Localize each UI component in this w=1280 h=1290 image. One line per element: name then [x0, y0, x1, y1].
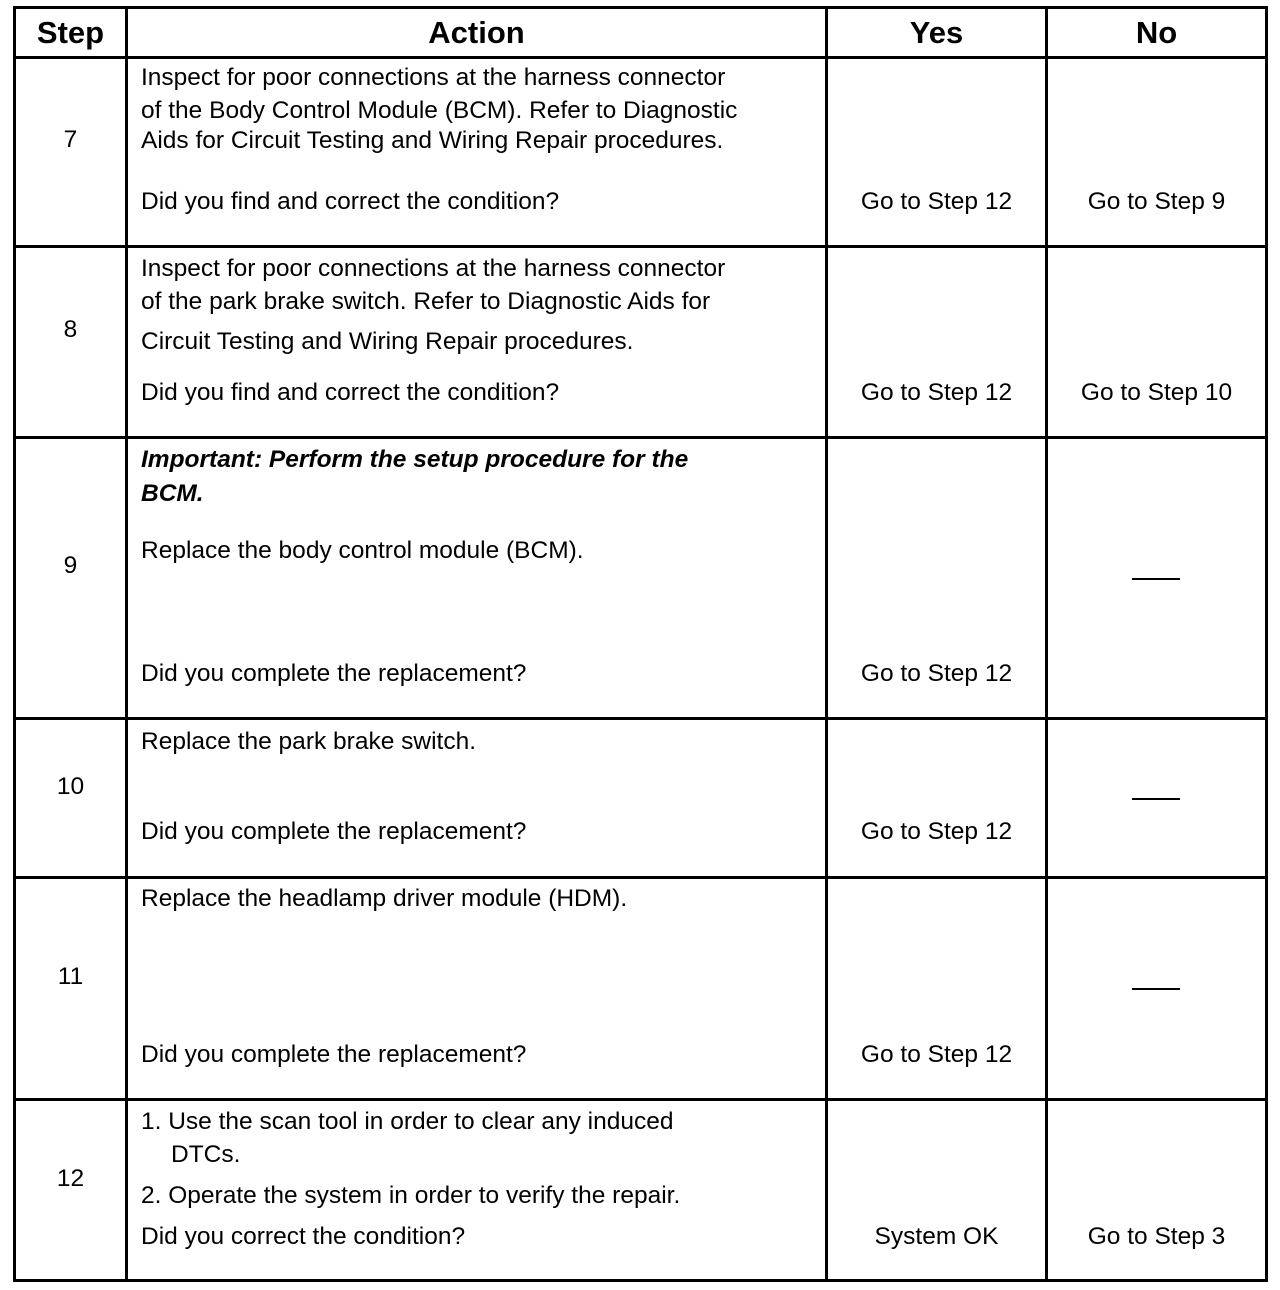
no-result: Go to Step 9 — [1087, 188, 1226, 215]
yes-result: System OK — [874, 1223, 999, 1250]
row-divider — [16, 436, 1265, 439]
action-line: of the Body Control Module (BCM). Refer to Diagnostic — [141, 97, 738, 124]
action-line: Replace the headlamp driver module (HDM). — [141, 885, 628, 912]
row-divider — [16, 1098, 1265, 1101]
no-result-dash — [1132, 988, 1180, 990]
action-question: Did you complete the replacement? — [141, 818, 527, 845]
action-line: of the park brake switch. Refer to Diagnostic Aids for — [141, 288, 711, 315]
no-result-dash — [1132, 578, 1180, 580]
action-line: Inspect for poor connections at the harness connector — [141, 64, 726, 91]
diagnostic-table — [13, 6, 1268, 1282]
header-yes: Yes — [909, 14, 964, 50]
action-question: Did you complete the replacement? — [141, 1041, 527, 1068]
step-number: 10 — [56, 773, 85, 800]
action-line: Circuit Testing and Wiring Repair procedures. — [141, 328, 634, 355]
action-question: Did you find and correct the condition? — [141, 188, 560, 215]
step-number: 8 — [63, 316, 78, 343]
yes-result: Go to Step 12 — [860, 818, 1013, 845]
yes-result: Go to Step 12 — [860, 660, 1013, 687]
column-divider — [125, 9, 128, 1279]
step-number: 7 — [63, 126, 78, 153]
yes-result: Go to Step 12 — [860, 379, 1013, 406]
action-line: DTCs. — [171, 1141, 241, 1168]
action-line: 2. Operate the system in order to verify the repair. — [141, 1182, 681, 1209]
row-divider — [16, 245, 1265, 248]
step-number: 11 — [57, 963, 84, 990]
step-number: 9 — [63, 552, 78, 579]
yes-result: Go to Step 12 — [860, 188, 1013, 215]
action-line: Inspect for poor connections at the harness connector — [141, 255, 726, 282]
row-divider — [16, 876, 1265, 879]
header-step: Step — [36, 14, 105, 50]
important-note: BCM. — [141, 480, 204, 507]
row-divider — [16, 56, 1265, 59]
no-result-dash — [1132, 798, 1180, 800]
row-divider — [16, 717, 1265, 720]
header-action: Action — [428, 14, 525, 50]
action-line: Aids for Circuit Testing and Wiring Repair procedures. — [141, 127, 724, 154]
action-question: Did you complete the replacement? — [141, 660, 527, 687]
step-number: 12 — [56, 1165, 85, 1192]
important-note: Important: Perform the setup procedure for the — [141, 446, 689, 473]
no-result: Go to Step 10 — [1080, 379, 1233, 406]
yes-result: Go to Step 12 — [860, 1041, 1013, 1068]
action-line: Replace the body control module (BCM). — [141, 537, 584, 564]
action-line: 1. Use the scan tool in order to clear any induced — [141, 1108, 674, 1135]
no-result: Go to Step 3 — [1087, 1223, 1226, 1250]
action-line: Replace the park brake switch. — [141, 728, 476, 755]
action-question: Did you find and correct the condition? — [141, 379, 560, 406]
header-no: No — [1135, 14, 1178, 50]
action-question: Did you correct the condition? — [141, 1223, 466, 1250]
